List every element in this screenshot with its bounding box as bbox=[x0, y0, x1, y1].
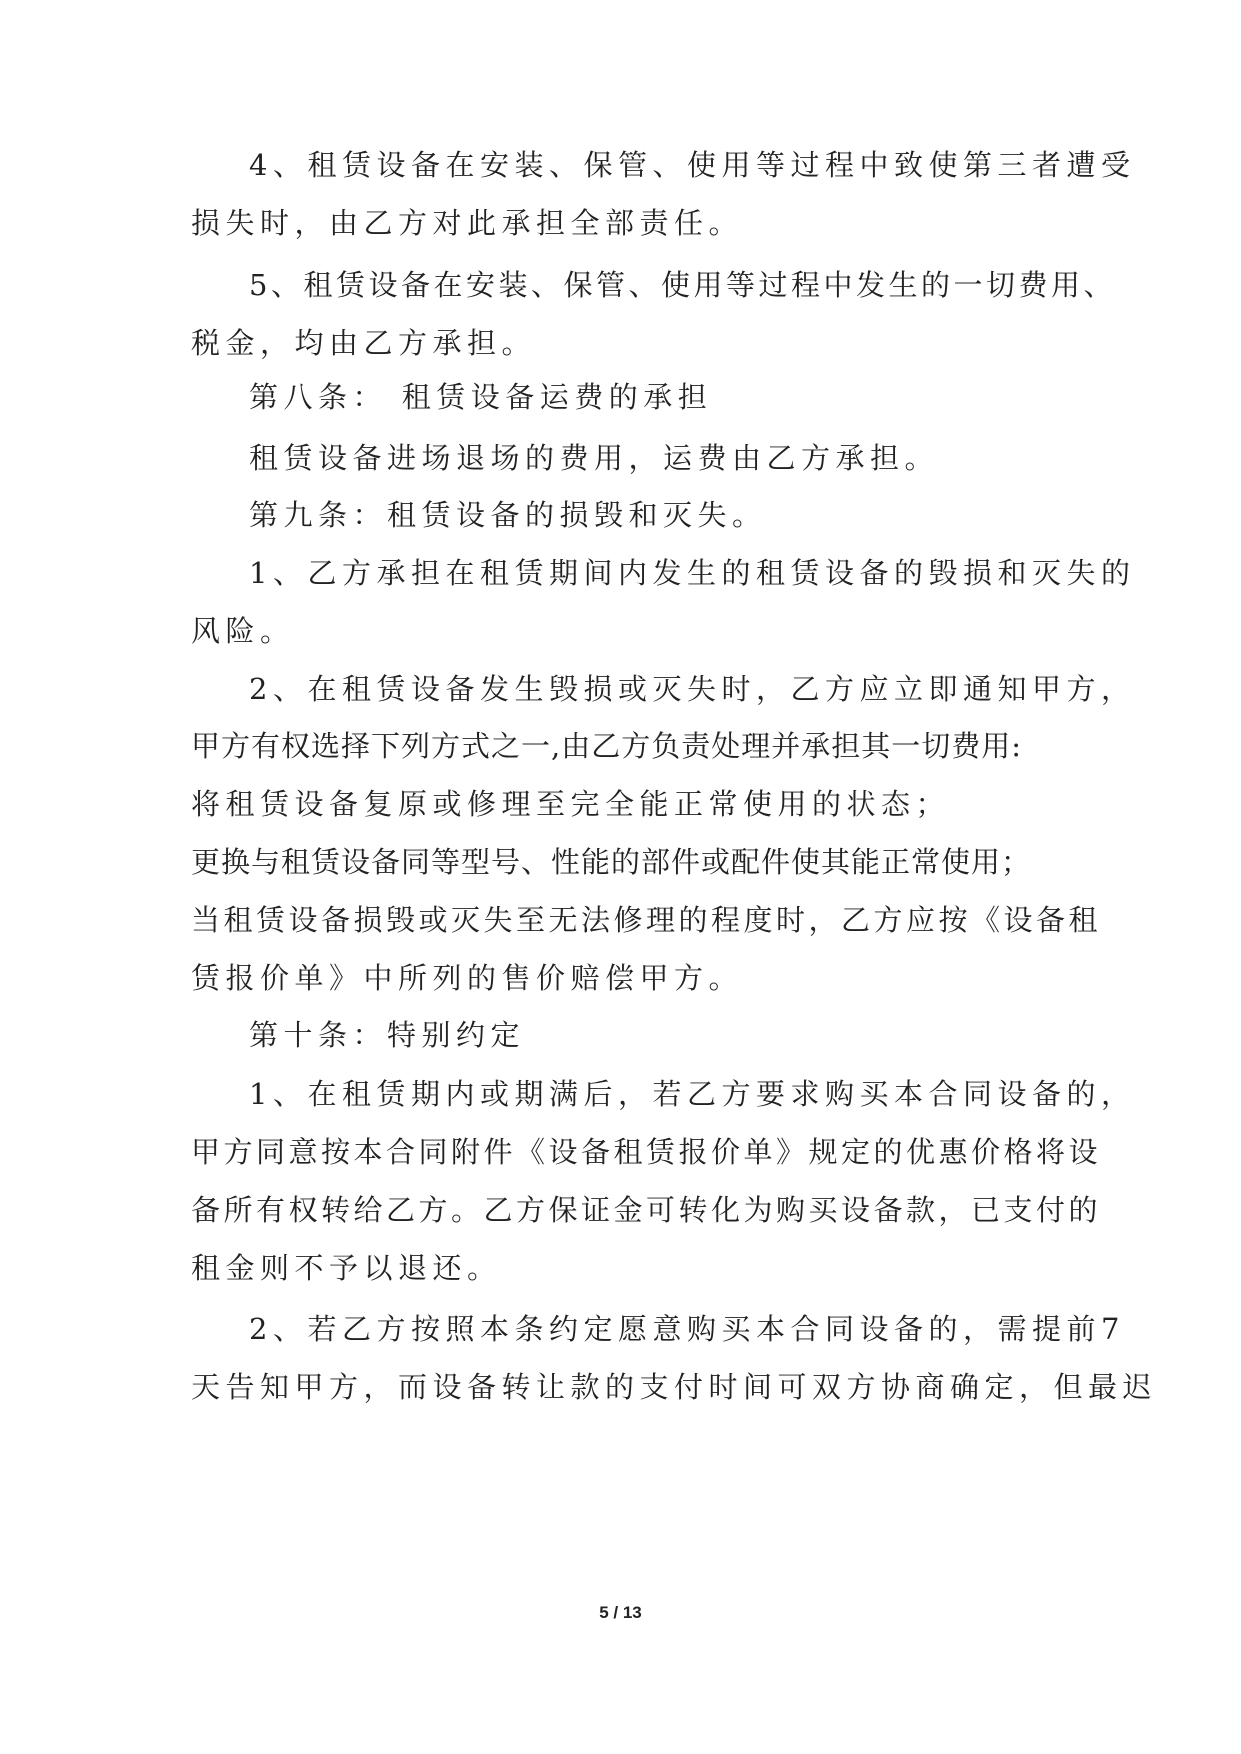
text-line: 租金则不予以退还。 bbox=[191, 1251, 502, 1285]
text-line: 1、乙方承担在租赁期间内发生的租赁设备的毁损和灭失的 bbox=[249, 556, 1136, 590]
text-line: 甲方同意按本合同附件《设备租赁报价单》规定的优惠价格将设 bbox=[191, 1135, 1102, 1169]
text-line: 4、租赁设备在安装、保管、使用等过程中致使第三者遭受 bbox=[249, 148, 1136, 182]
section-heading: 第九条：租赁设备的损毁和灭失。 bbox=[249, 498, 767, 532]
text-line: 天告知甲方，而设备转让款的支付时间可双方协商确定，但最迟 bbox=[191, 1370, 1158, 1404]
text-line: 备所有权转给乙方。乙方保证金可转化为购买设备款，已支付的 bbox=[191, 1193, 1102, 1227]
text-line: 赁报价单》中所列的售价赔偿甲方。 bbox=[191, 961, 744, 995]
text-line: 1、在租赁期内或期满后，若乙方要求购买本合同设备的， bbox=[249, 1077, 1136, 1111]
text-line: 将租赁设备复原或修理至完全能正常使用的状态； bbox=[191, 787, 951, 821]
text-line: 税金，均由乙方承担。 bbox=[191, 326, 537, 360]
text-line: 甲方有权选择下列方式之一,由乙方负责处理并承担其一切费用: bbox=[191, 729, 1022, 763]
text-line: 租赁设备进场退场的费用，运费由乙方承担。 bbox=[249, 441, 940, 475]
section-heading: 第八条： 租赁设备运费的承担 bbox=[249, 380, 713, 414]
text-line: 当租赁设备损毁或灭失至无法修理的程度时，乙方应按《设备租 bbox=[191, 903, 1102, 937]
text-line: 损失时，由乙方对此承担全部责任。 bbox=[191, 206, 744, 240]
text-line: 5、租赁设备在安装、保管、使用等过程中发生的一切费用、 bbox=[249, 268, 1116, 302]
text-line: 2、若乙方按照本条约定愿意购买本合同设备的，需提前7 bbox=[249, 1312, 1125, 1346]
text-line: 更换与租赁设备同等型号、性能的部件或配件使其能正常使用； bbox=[191, 845, 1032, 879]
page-number: 5 / 13 bbox=[599, 1603, 642, 1622]
text-line: 风险。 bbox=[191, 614, 295, 648]
section-heading: 第十条：特别约定 bbox=[249, 1018, 526, 1052]
text-line: 2、在租赁设备发生毁损或灭失时，乙方应立即通知甲方， bbox=[249, 672, 1136, 706]
